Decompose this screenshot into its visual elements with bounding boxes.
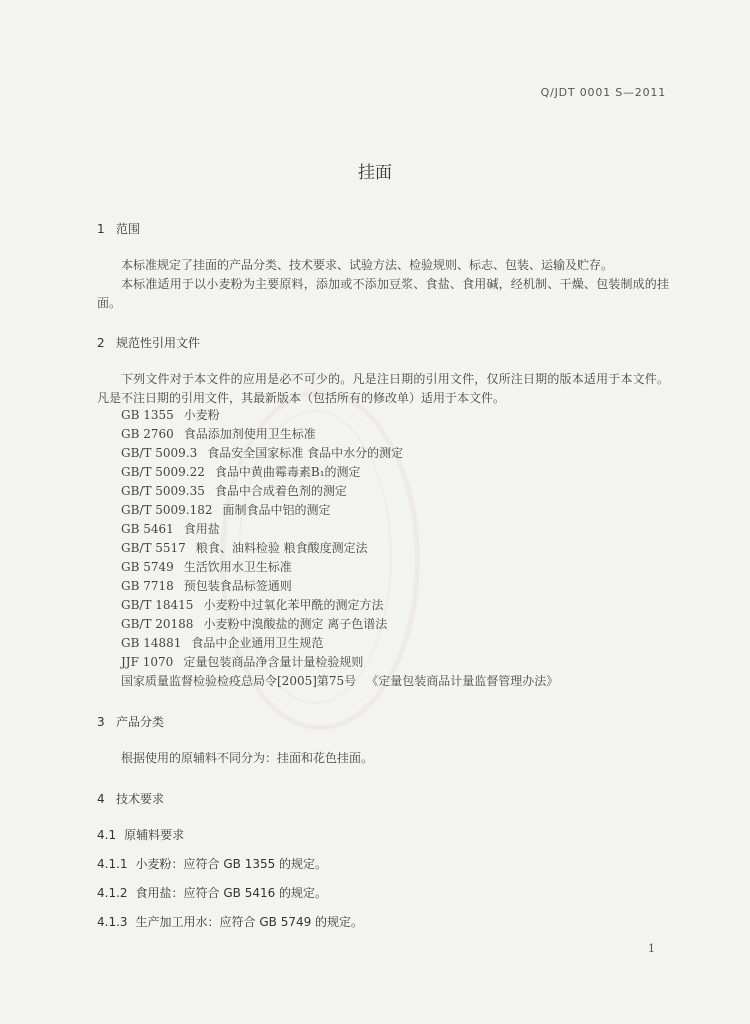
reference-code: 国家质量监督检验检疫总局令[2005]第75号: [121, 674, 357, 688]
subclause-4-1: [97, 826, 184, 843]
reference-item: [121, 596, 558, 615]
reference-name: 面制食品中铝的测定: [222, 503, 331, 517]
section-title: 规范性引用文件: [116, 336, 201, 350]
reference-name: 食用盐: [183, 522, 220, 536]
reference-code: GB/T 5009.3: [121, 446, 198, 460]
reference-name: 食品中合成着色剂的测定: [214, 484, 347, 498]
section-heading-scope: [97, 220, 140, 237]
reference-name: 预包装食品标签通则: [183, 579, 292, 593]
section-heading-technical: [97, 790, 164, 807]
subclause-text: 小麦粉：应符合 GB 1355 的规定。: [135, 857, 328, 871]
reference-list: [121, 406, 558, 691]
page-number: 1: [648, 942, 655, 955]
section-title: 产品分类: [116, 715, 165, 729]
reference-code: GB 5749: [121, 560, 174, 574]
section-title: 技术要求: [116, 792, 165, 806]
reference-code: GB/T 20188: [121, 617, 194, 631]
section-number: 2: [97, 336, 105, 350]
reference-name: 小麦粉: [183, 408, 220, 422]
reference-code: GB 2760: [121, 427, 174, 441]
section-title: 范围: [116, 222, 141, 236]
reference-item: [121, 406, 558, 425]
subclause-item: [97, 884, 327, 901]
subclause-text: 生产加工用水：应符合 GB 5749 的规定。: [135, 915, 364, 929]
reference-item: [121, 501, 558, 520]
reference-code: GB/T 5009.35: [121, 484, 205, 498]
reference-code: JJF 1070: [121, 655, 174, 669]
reference-item: [121, 539, 558, 558]
subclause-number: 4.1.3: [97, 915, 128, 929]
scope-paragraph-1: 本标准规定了挂面的产品分类、技术要求、试验方法、检验规则、标志、包装、运输及贮存。: [121, 258, 614, 272]
reference-code: GB 7718: [121, 579, 174, 593]
section-heading-normative: [97, 334, 200, 351]
subclause-number: 4.1: [97, 828, 117, 842]
reference-name: 食品中企业通用卫生规范: [191, 636, 324, 650]
reference-item: [121, 463, 558, 482]
reference-name: 定量包装商品净含量计量检验规则: [183, 655, 364, 669]
subclause-item: [97, 855, 327, 872]
subclause-text: 食用盐：应符合 GB 5416 的规定。: [135, 886, 328, 900]
reference-item: [121, 653, 558, 672]
reference-name: 小麦粉中过氧化苯甲酰的测定方法: [203, 598, 384, 612]
reference-name: 小麦粉中溴酸盐的测定 离子色谱法: [203, 617, 388, 631]
section-heading-classification: [97, 713, 164, 730]
standard-number: Q/JDT 0001 S—2011: [540, 86, 666, 99]
reference-code: GB/T 5009.182: [121, 503, 213, 517]
subclause-number: 4.1.2: [97, 886, 128, 900]
reference-code: GB 14881: [121, 636, 182, 650]
reference-name: 生活饮用水卫生标准: [183, 560, 292, 574]
reference-code: GB 5461: [121, 522, 174, 536]
classification-paragraph: 根据使用的原辅料不同分为：挂面和花色挂面。: [121, 751, 374, 765]
reference-item: [121, 520, 558, 539]
section-number: 4: [97, 792, 105, 806]
scope-paragraph-2: 本标准适用于以小麦粉为主要原料，添加或不添加豆浆、食盐、食用碱，经机制、干燥、包装制成的挂面。: [97, 277, 669, 310]
reference-item: [121, 577, 558, 596]
reference-code: GB/T 5517: [121, 541, 186, 555]
subclause-item: [97, 913, 363, 930]
normative-intro: 下列文件对于本文件的应用是必不可少的。凡是注日期的引用文件，仅所注日期的版本适用于本文件。凡是不注日期的引用文件，其最新版本（包括所有的修改单）适用于本文件。: [97, 372, 669, 405]
section-number: 3: [97, 715, 105, 729]
reference-item: [121, 615, 558, 634]
reference-code: GB/T 5009.22: [121, 465, 205, 479]
reference-item: [121, 558, 558, 577]
reference-item: [121, 444, 558, 463]
reference-item: [121, 482, 558, 501]
reference-code: GB 1355: [121, 408, 174, 422]
reference-name: 食品中黄曲霉毒素B₁的测定: [214, 465, 361, 479]
reference-name: 食品添加剂使用卫生标准: [183, 427, 316, 441]
reference-name: 粮食、油料检验 粮食酸度测定法: [195, 541, 368, 555]
document-title: 挂面: [358, 163, 392, 183]
subclause-number: 4.1.1: [97, 857, 128, 871]
reference-item: [121, 425, 558, 444]
subclause-title: 原辅料要求: [124, 828, 185, 842]
section-number: 1: [97, 222, 105, 236]
reference-item: [121, 634, 558, 653]
reference-name: 《定量包装商品计量监督管理办法》: [366, 674, 559, 688]
reference-code: GB/T 18415: [121, 598, 194, 612]
reference-item: [121, 672, 558, 691]
reference-name: 食品安全国家标准 食品中水分的测定: [207, 446, 404, 460]
